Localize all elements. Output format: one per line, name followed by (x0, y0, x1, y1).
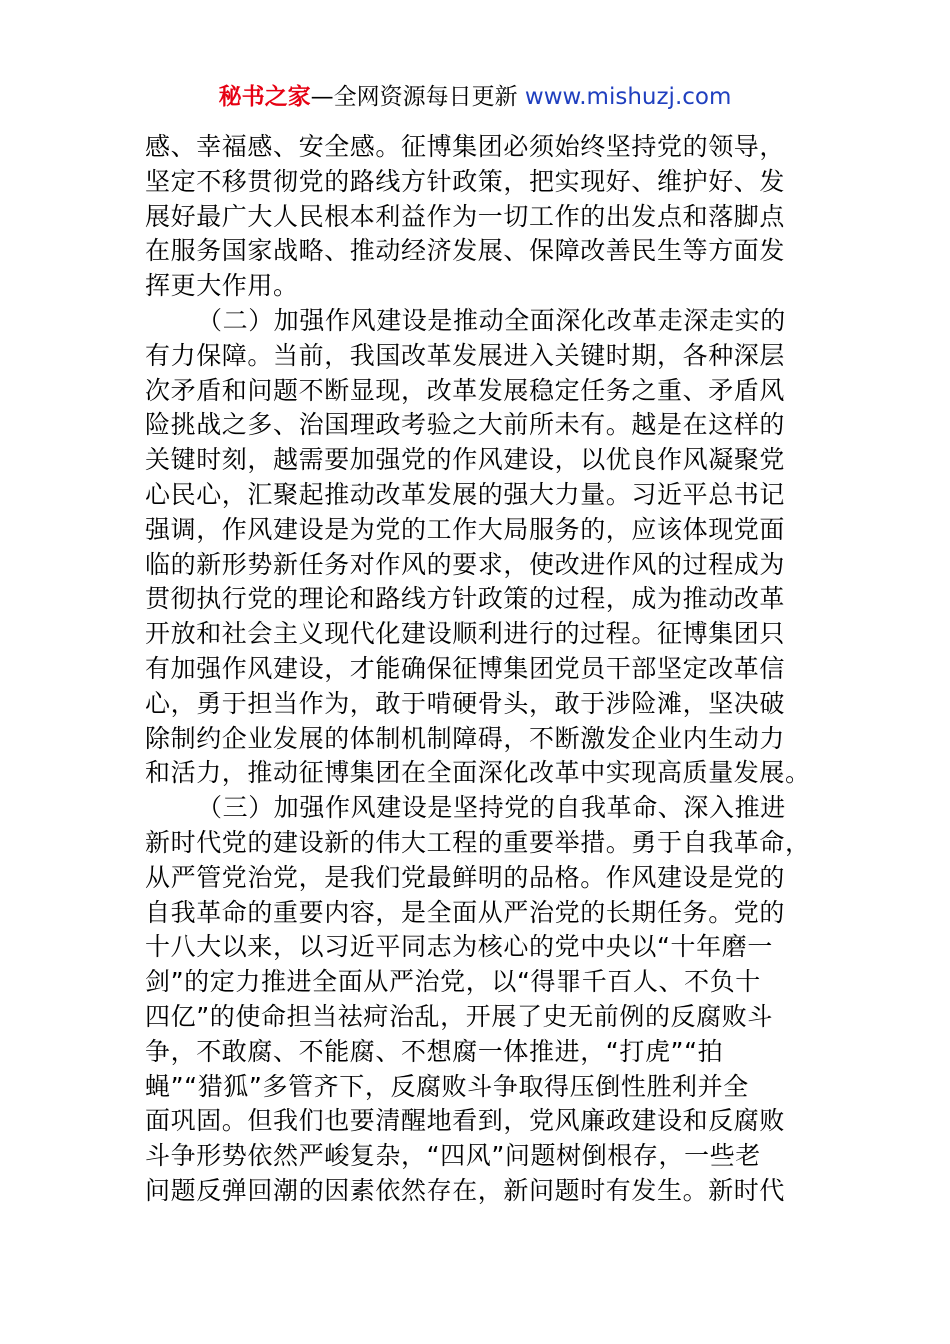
text-line: 蝇”“猎狐”多管齐下，反腐败斗争取得压倒性胜利并全 (145, 1071, 749, 1101)
text-line: 从严管党治党，是我们党最鲜明的品格。作风建设是党的 (145, 862, 786, 892)
text-line: 和活力，推动征博集团在全面深化改革中实现高质量发展。 (145, 758, 811, 788)
text-line: 关键时刻，越需要加强党的作风建设，以优良作风凝聚党 (145, 445, 786, 475)
text-line: 争，不敢腐、不能腐、不想腐一体推进，“打虎”“拍 (145, 1036, 724, 1066)
document-body (145, 130, 817, 1209)
text-line: （三）加强作风建设是坚持党的自我革命、深入推进 (197, 793, 786, 823)
text-line: 展好最广大人民根本利益作为一切工作的出发点和落脚点 (145, 201, 786, 231)
site-url-link[interactable]: www.mishuzj.com (524, 84, 732, 110)
text-line: 坚定不移贯彻党的路线方针政策，把实现好、维护好、发 (145, 166, 786, 196)
text-line: 心民心，汇聚起推动改革发展的强大力量。习近平总书记 (145, 479, 786, 509)
text-line: 剑”的定力推进全面从严治党，以“得罪千百人、不负十 (145, 967, 761, 997)
text-line: 问题反弹回潮的因素依然存在，新问题时有发生。新时代 (145, 1175, 786, 1205)
text-line: 临的新形势新任务对作风的要求，使改进作风的过程成为 (145, 549, 786, 579)
site-tagline: —全网资源每日更新 (310, 84, 525, 110)
site-header (0, 80, 950, 114)
text-line: 自我革命的重要内容，是全面从严治党的长期任务。党的 (145, 897, 786, 927)
text-line: 有加强作风建设，才能确保征博集团党员干部坚定改革信 (145, 653, 786, 683)
text-line: 四亿”的使命担当祛疴治乱，开展了史无前例的反腐败斗 (145, 1001, 773, 1031)
text-line: 贯彻执行党的理论和路线方针政策的过程，成为推动改革 (145, 584, 786, 614)
text-line: （二）加强作风建设是推动全面深化改革走深走实的 (197, 305, 786, 335)
text-line: 感、幸福感、安全感。征博集团必须始终坚持党的领导， (145, 132, 786, 161)
text-line: 次矛盾和问题不断显现，改革发展稳定任务之重、矛盾风 (145, 375, 786, 405)
text-line: 十八大以来，以习近平同志为核心的党中央以“十年磨一 (145, 932, 773, 962)
text-line: 面巩固。但我们也要清醒地看到，党风廉政建设和反腐败 (145, 1106, 786, 1136)
text-line: 新时代党的建设新的伟大工程的重要举措。勇于自我革命， (145, 827, 811, 857)
text-line: 斗争形势依然严峻复杂，“四风”问题树倒根存，一些老 (145, 1141, 761, 1171)
text-line: 强调，作风建设是为党的工作大局服务的，应该体现党面 (145, 514, 786, 544)
text-line: 心，勇于担当作为，敢于啃硬骨头，敢于涉险滩，坚决破 (145, 688, 786, 718)
text-line: 在服务国家战略、推动经济发展、保障改善民生等方面发 (145, 236, 786, 266)
site-brand: 秘书之家 (218, 84, 311, 110)
text-line: 有力保障。当前，我国改革发展进入关键时期，各种深层 (145, 340, 786, 370)
text-line: 险挑战之多、治国理政考验之大前所未有。越是在这样的 (145, 410, 786, 440)
text-line: 挥更大作用。 (145, 271, 299, 301)
text-line: 开放和社会主义现代化建设顺利进行的过程。征博集团只 (145, 619, 786, 649)
text-line: 除制约企业发展的体制机制障碍，不断激发企业内生动力 (145, 723, 786, 753)
